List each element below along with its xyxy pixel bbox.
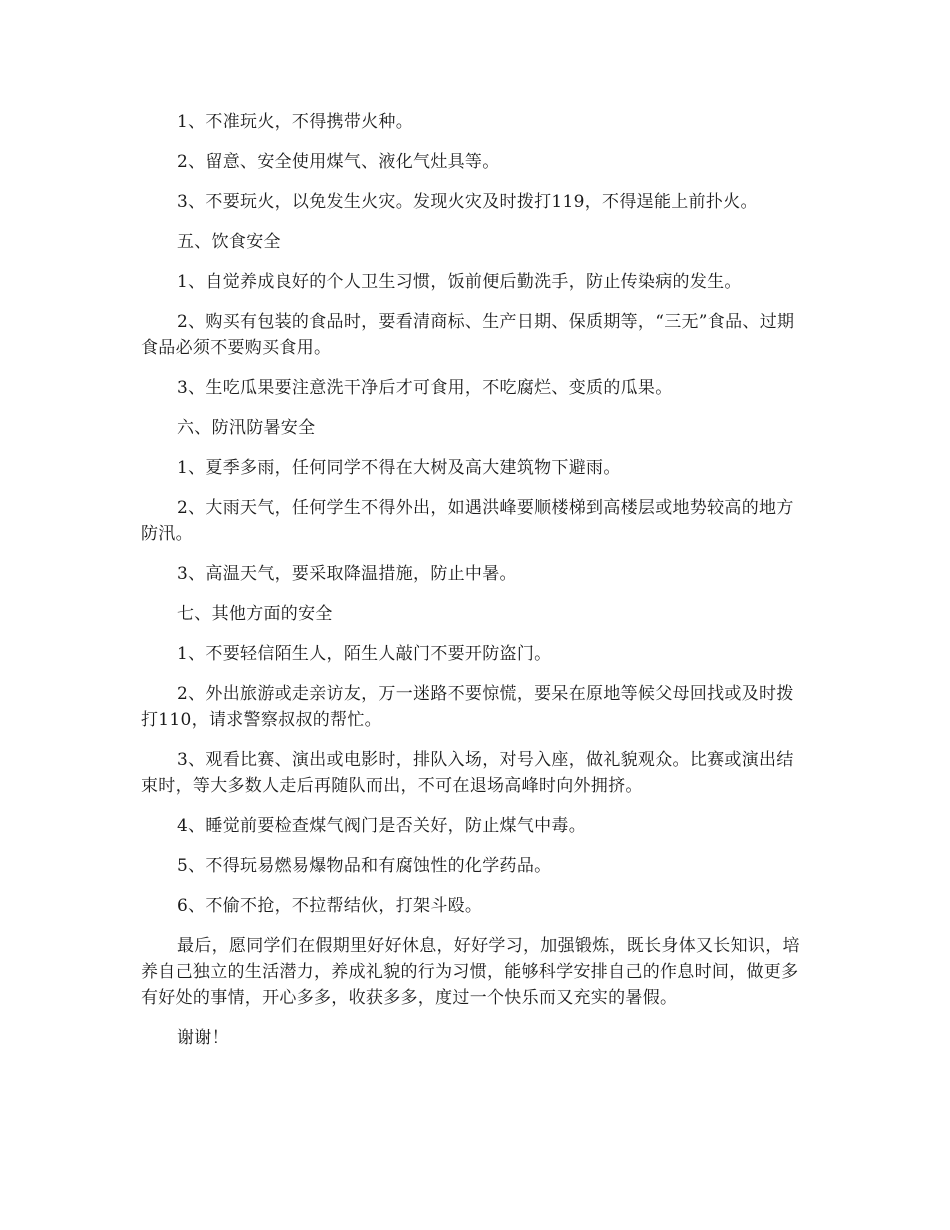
document-body [141,109,809,1065]
paragraph-closing: 最后，愿同学们在假期里好好休息，好好学习，加强锻炼，既长身体又长知识，培养自己独立的生活潜力，养成礼貌的行为习惯，能够科学安排自己的作息时间，做更多有好处的事情，开心多多，收获多多，度过一个快乐而又充实的暑假。 [141,936,800,1008]
paragraph-other-4: 4、睡觉前要检查煤气阀门是否关好，防止煤气中毒。 [177,816,587,836]
paragraph-other-5: 5、不得玩易燃易爆物品和有腐蚀性的化学药品。 [177,856,552,876]
paragraph-other-3: 3、观看比赛、演出或电影时，排队入场，对号入座，做礼貌观众。比赛或演出结束时，等大多数人走后再随队而出，不可在退场高峰时向外拥挤。 [141,750,794,796]
paragraph-other-2: 2、外出旅游或走亲访友，万一迷路不要惊慌，要呆在原地等候父母回找或及时拨打110，请求警察叔叔的帮忙。 [141,684,794,730]
section-heading-food-safety: 五、饮食安全 [177,232,281,252]
paragraph-other-1: 1、不要轻信陌生人，陌生人敲门不要开防盗门。 [177,644,552,664]
paragraph-food-3: 3、生吃瓜果要注意洗干净后才可食用，不吃腐烂、变质的瓜果。 [177,378,673,398]
paragraph-fire-1: 1、不准玩火，不得携带火种。 [177,112,414,132]
paragraph-other-6: 6、不偷不抢，不拉帮结伙，打架斗殴。 [177,896,483,916]
section-heading-other-safety: 七、其他方面的安全 [177,604,333,624]
paragraph-flood-3: 3、高温天气，要采取降温措施，防止中暑。 [177,564,517,584]
paragraph-flood-2: 2、大雨天气，任何学生不得外出，如遇洪峰要顺楼梯到高楼层或地势较高的地方防汛。 [141,498,794,544]
paragraph-thanks: 谢谢！ [177,1028,229,1048]
paragraph-food-1: 1、自觉养成良好的个人卫生习惯，饭前便后勤洗手，防止传染病的发生。 [177,272,742,292]
paragraph-fire-2: 2、留意、安全使用煤气、液化气灶具等。 [177,152,500,172]
section-heading-flood-heat: 六、防汛防暑安全 [177,418,316,438]
paragraph-fire-3: 3、不要玩火，以免发生火灾。发现火灾及时拨打119，不得逞能上前扑火。 [177,192,758,212]
paragraph-food-2: 2、购买有包装的食品时，要看清商标、生产日期、保质期等，“三无”食品、过期食品必须不要购买食用。 [141,312,795,358]
paragraph-flood-1: 1、夏季多雨，任何同学不得在大树及高大建筑物下避雨。 [177,458,621,478]
